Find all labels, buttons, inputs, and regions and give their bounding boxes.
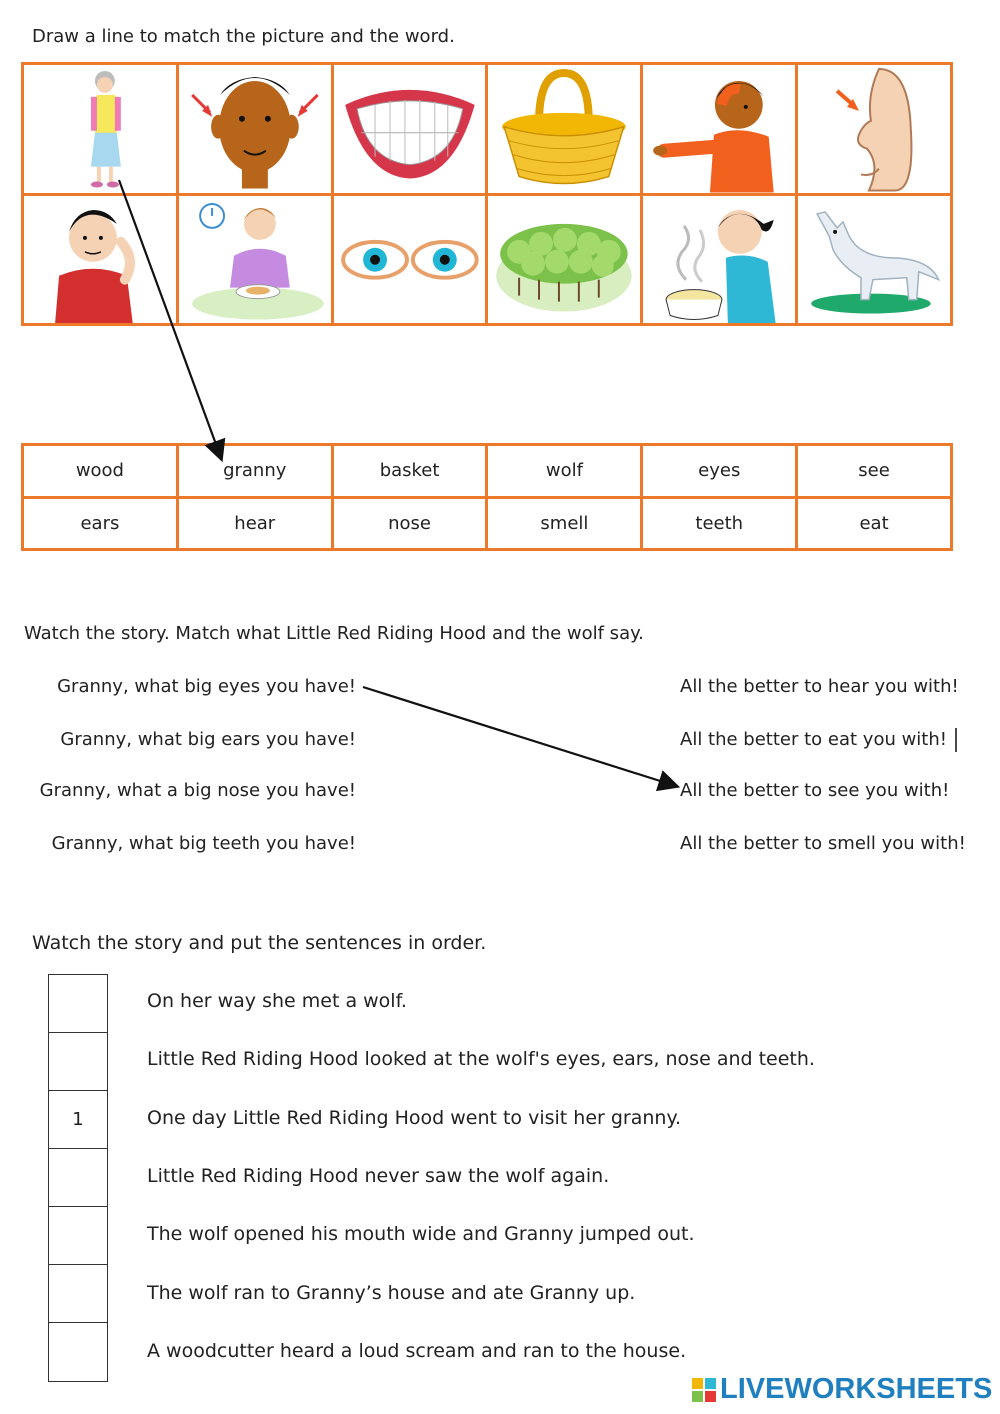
instruction-order-sentences: Watch the story and put the sentences in order. xyxy=(32,932,487,954)
question-ears[interactable]: Granny, what big ears you have! xyxy=(60,729,356,750)
picture-eyes[interactable] xyxy=(334,196,486,324)
instruction-match-dialogue: Watch the story. Match what Little Red Riding Hood and the wolf say. xyxy=(24,623,644,644)
order-sentence-7: A woodcutter heard a loud scream and ran to the house. xyxy=(147,1340,687,1362)
boy-listening-icon xyxy=(24,196,176,324)
order-number-column xyxy=(48,974,108,1382)
picture-eat[interactable] xyxy=(179,196,331,324)
picture-wolf[interactable] xyxy=(798,196,950,324)
order-box-4[interactable] xyxy=(49,1149,107,1207)
basket-icon xyxy=(488,65,640,193)
answer-hear[interactable]: All the better to hear you with! xyxy=(680,676,959,697)
picture-see[interactable] xyxy=(643,65,795,193)
order-box-1[interactable] xyxy=(49,975,107,1033)
word-see[interactable]: see xyxy=(798,446,950,496)
question-nose[interactable]: Granny, what a big nose you have! xyxy=(39,780,356,801)
liveworksheets-logo-icon xyxy=(692,1378,716,1402)
word-ears[interactable]: ears xyxy=(24,499,176,549)
example-line-eyes-see xyxy=(363,687,676,786)
order-sentence-4: Little Red Riding Hood never saw the wolf again. xyxy=(147,1165,610,1187)
order-box-2[interactable] xyxy=(49,1033,107,1091)
granny-icon xyxy=(24,65,176,193)
word-wood[interactable]: wood xyxy=(24,446,176,496)
eyes-icon xyxy=(334,196,486,324)
picture-smell[interactable] xyxy=(643,196,795,324)
picture-hear[interactable] xyxy=(24,196,176,324)
order-sentence-6: The wolf ran to Granny’s house and ate Granny up. xyxy=(147,1282,636,1304)
picture-nose[interactable] xyxy=(798,65,950,193)
picture-grid xyxy=(21,62,953,326)
ears-face-icon xyxy=(179,65,331,193)
liveworksheets-logo xyxy=(692,1373,992,1406)
word-eat[interactable]: eat xyxy=(798,499,950,549)
order-sentence-3: One day Little Red Riding Hood went to visit her granny. xyxy=(147,1107,682,1129)
answer-smell[interactable]: All the better to smell you with! xyxy=(680,833,966,854)
question-eyes[interactable]: Granny, what big eyes you have! xyxy=(57,676,356,697)
word-granny[interactable]: granny xyxy=(179,446,331,496)
picture-basket[interactable] xyxy=(488,65,640,193)
order-sentence-2: Little Red Riding Hood looked at the wolf's eyes, ears, nose and teeth. xyxy=(147,1048,815,1070)
question-teeth[interactable]: Granny, what big teeth you have! xyxy=(51,833,356,854)
boy-pointing-icon xyxy=(643,65,795,193)
picture-wood[interactable] xyxy=(488,196,640,324)
nose-icon xyxy=(798,65,950,193)
order-sentence-1: On her way she met a wolf. xyxy=(147,990,407,1012)
teeth-mouth-icon xyxy=(334,65,486,193)
liveworksheets-logo-text: LIVEWORKSHEETS xyxy=(720,1373,993,1405)
order-sentence-5: The wolf opened his mouth wide and Granny jumped out. xyxy=(147,1223,695,1245)
word-basket[interactable]: basket xyxy=(334,446,486,496)
word-wolf[interactable]: wolf xyxy=(488,446,640,496)
word-nose[interactable]: nose xyxy=(334,499,486,549)
wood-forest-icon xyxy=(488,196,640,324)
word-teeth[interactable]: teeth xyxy=(643,499,795,549)
girl-smelling-icon xyxy=(643,196,795,324)
picture-ears[interactable] xyxy=(179,65,331,193)
word-hear[interactable]: hear xyxy=(179,499,331,549)
picture-teeth[interactable] xyxy=(334,65,486,193)
word-grid xyxy=(21,443,953,551)
word-eyes[interactable]: eyes xyxy=(643,446,795,496)
answer-see[interactable]: All the better to see you with! xyxy=(680,780,950,801)
word-smell[interactable]: smell xyxy=(488,499,640,549)
picture-granny[interactable] xyxy=(24,65,176,193)
order-box-5[interactable] xyxy=(49,1207,107,1265)
instruction-match-picture: Draw a line to match the picture and the word. xyxy=(32,26,455,47)
order-box-7[interactable] xyxy=(49,1323,107,1381)
wolf-icon xyxy=(798,196,950,324)
answer-eat[interactable]: All the better to eat you with! xyxy=(680,729,947,750)
order-box-3[interactable]: 1 xyxy=(49,1091,107,1149)
boy-eating-icon xyxy=(179,196,331,324)
order-box-6[interactable] xyxy=(49,1265,107,1323)
